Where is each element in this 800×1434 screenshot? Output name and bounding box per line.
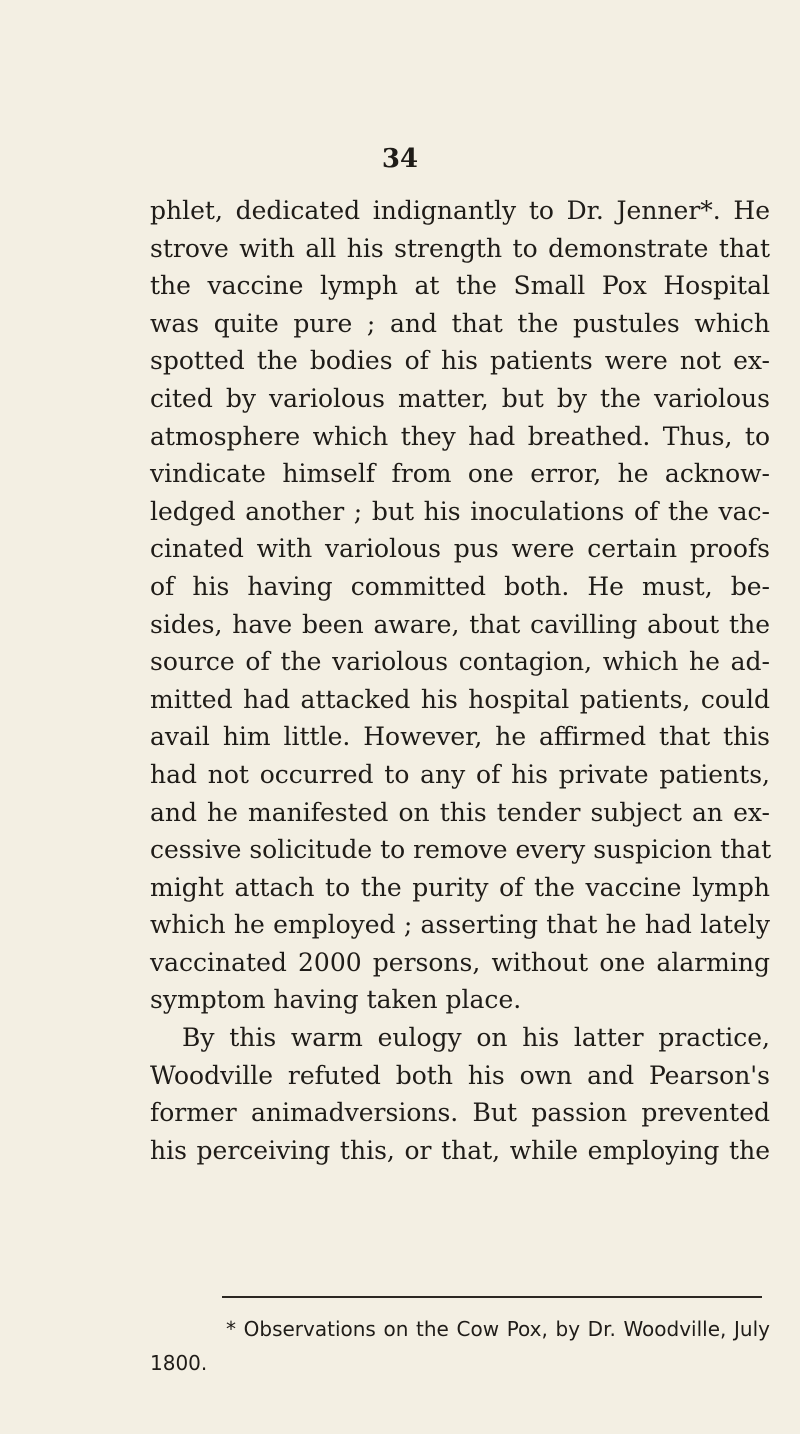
- text-line: phlet, dedicated indignantly to Dr. Jenner*. He: [150, 196, 770, 225]
- text-line: was quite pure ; and that the pustules which: [150, 308, 770, 338]
- body-text: [150, 192, 770, 1169]
- text-line: sides, have been aware, that cavilling about the: [150, 609, 770, 639]
- text-line: cited by variolous matter, but by the variolous: [150, 383, 770, 413]
- text-line: source of the variolous contagion, which he ad-: [150, 647, 770, 677]
- text-line: the vaccine lymph at the Small Pox Hospital: [150, 271, 770, 301]
- text-line: Woodville refuted both his own and Pearson's: [150, 1060, 770, 1090]
- text-line: ledged another ; but his inoculations of the vac-: [150, 496, 770, 526]
- text-line: former animadversions. But passion prevented: [150, 1098, 770, 1128]
- page-number: 34: [381, 144, 419, 174]
- text-line: mitted had attacked his hospital patients, could: [150, 684, 770, 714]
- footnote-divider: [222, 1296, 762, 1298]
- text-line: cinated with variolous pus were certain proofs: [150, 534, 770, 564]
- text-line: and he manifested on this tender subject an ex-: [150, 797, 770, 827]
- text-line: avail him little. However, he affirmed that this: [150, 722, 770, 752]
- text-line: might attach to the purity of the vaccine lymph: [150, 872, 770, 902]
- text-line: symptom having taken place.: [150, 985, 522, 1015]
- text-line: his perceiving this, or that, while employing the: [150, 1135, 770, 1165]
- text-line: had not occurred to any of his private patients,: [150, 759, 770, 789]
- text-line: vindicate himself from one error, he acknow-: [150, 459, 770, 489]
- footnote-line: * Observations on the Cow Pox, by Dr. Woodville, July: [226, 1317, 770, 1341]
- footnote-line: 1800.: [150, 1351, 208, 1375]
- text-line: spotted the bodies of his patients were not ex-: [150, 346, 770, 376]
- text-line: vaccinated 2000 persons, without one alarming: [150, 947, 770, 977]
- text-line: cessive solicitude to remove every suspicion that: [150, 835, 772, 865]
- text-line: of his having committed both. He must, be-: [150, 571, 770, 601]
- text-line: atmosphere which they had breathed. Thus, to: [150, 421, 770, 451]
- text-line: which he employed ; asserting that he had lately: [150, 910, 770, 940]
- footnote: [150, 1312, 770, 1380]
- text-line: By this warm eulogy on his latter practice,: [182, 1023, 770, 1053]
- text-line: strove with all his strength to demonstrate that: [150, 233, 770, 263]
